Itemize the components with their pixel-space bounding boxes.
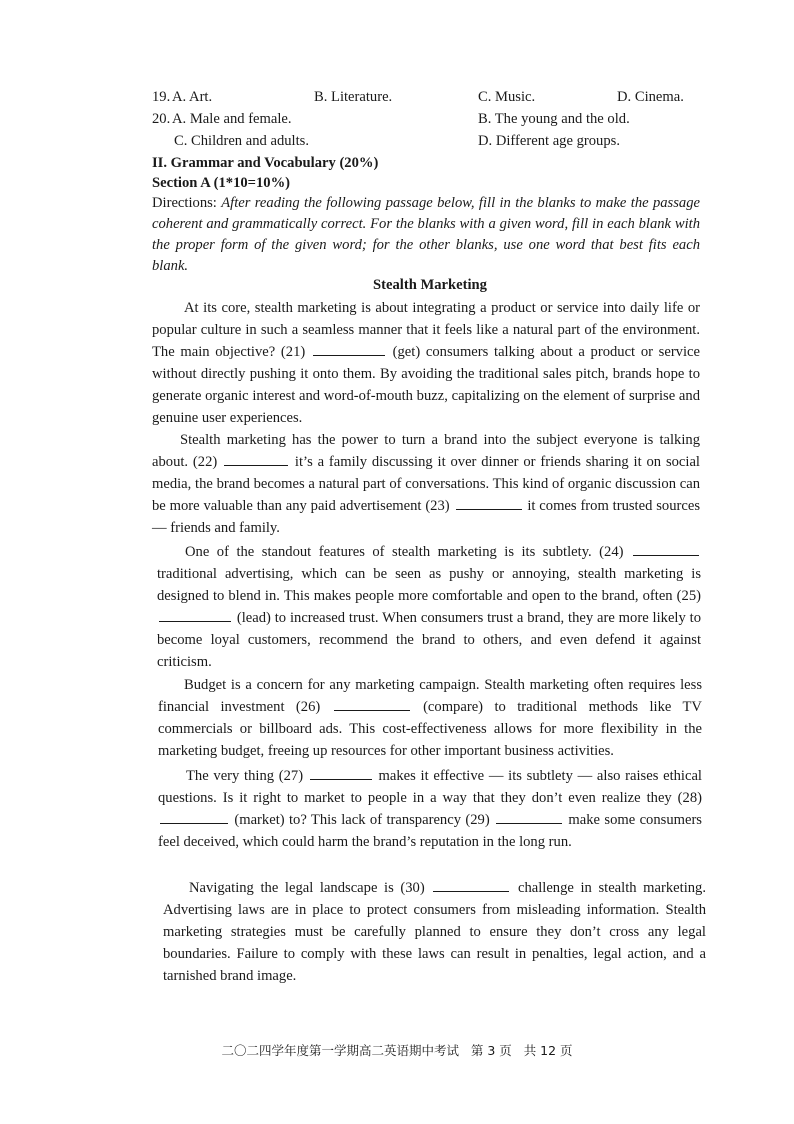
p4-text-2: (compare) to traditional methods like TV commercials or billboard ads. This cost-effectiveness allows for more flexibility in the marketing budget, freeing up resources for other important business activities. — [158, 699, 702, 759]
blank-23[interactable] — [456, 495, 522, 510]
paragraph-2 — [152, 429, 700, 539]
p2-text-3: it comes from trusted sources— friends and family. — [152, 498, 700, 536]
question-20-row-2 — [0, 130, 794, 152]
blank-30[interactable] — [433, 877, 509, 892]
footer-page-number: 第 3 页 — [470, 1043, 512, 1058]
blank-28[interactable] — [160, 809, 228, 824]
blank-22[interactable] — [224, 451, 288, 466]
p3-text-2: traditional advertising, which can be seen as pushy or annoying, stealth marketing is designed to blend in. This makes people more comfortable and open to the brand, often (25) — [157, 566, 701, 604]
p2-text-1: Stealth marketing has the power to turn a brand into the subject everyone is talking about. (22) — [152, 432, 700, 470]
p3-text-1: One of the standout features of stealth marketing is its subtlety. (24) — [185, 544, 631, 560]
footer-total-pages: 共 12 页 — [523, 1043, 573, 1058]
p5-text-2: makes it effective — its subtlety — also raises ethical questions. Is it right to market to people in a way that they don’t even realize they (28) — [158, 768, 702, 806]
blank-25[interactable] — [159, 607, 231, 622]
paragraph-4 — [158, 674, 702, 762]
blank-29[interactable] — [496, 809, 562, 824]
p1-text-2: (get) consumers talking about a product or service without directly pushing it onto them. By avoiding the traditional sales pitch, brands hope to generate organic interest and word-of-mouth buzz, capitalizing on the element of surprise and genuine user experiences. — [152, 344, 700, 426]
blank-27[interactable] — [310, 765, 372, 780]
p1-text-1: At its core, stealth marketing is about integrating a product or service into daily life or popular culture in such a seamless manner that it feels like a natural part of the environment. The main objective? (21) — [152, 300, 700, 360]
blank-26[interactable] — [334, 696, 410, 711]
p5-text-1: The very thing (27) — [186, 768, 308, 784]
paragraph-6 — [163, 877, 706, 987]
question-19 — [0, 86, 794, 108]
q19-option-a: A. Art. — [172, 89, 213, 105]
p2-text-2: it’s a family discussing it over dinner or friends sharing it on social media, the brand becomes a natural part of conversations. This kind of organic discussion can be more valuable than any paid advertisement (23) — [152, 454, 700, 514]
q20-option-c: C. Children and adults. — [174, 133, 309, 149]
q20-number: 20. — [152, 111, 171, 127]
q19-option-b: B. Literature. — [314, 89, 393, 105]
q20-option-a: A. Male and female. — [172, 111, 292, 127]
p5-text-4: make some consumers feel deceived, which could harm the brand’s reputation in the long run. — [158, 812, 702, 850]
paragraph-5 — [158, 765, 702, 853]
page-footer — [0, 1040, 794, 1062]
directions — [152, 193, 700, 277]
p6-text-1: Navigating the legal landscape is (30) — [189, 880, 432, 896]
q19-option-c: C. Music. — [478, 89, 536, 105]
q19-option-d: D. Cinema. — [617, 89, 684, 105]
p5-text-3: (market) to? This lack of transparency (29) — [230, 812, 495, 828]
blank-24[interactable] — [633, 541, 699, 556]
p6-text-2: challenge in stealth marketing. Advertising laws are in place to protect consumers from misleading information. Stealth marketing strategies must be carefully planned to ensure they don’t cross any legal boundaries. Failure to comply with these laws can result in penalties, legal action, and a tarnished brand image. — [163, 880, 706, 984]
paragraph-1 — [152, 297, 700, 429]
q20-option-d: D. Different age groups. — [478, 133, 620, 149]
q19-number: 19. — [152, 89, 171, 105]
section-heading: II. Grammar and Vocabulary (20%) — [152, 155, 379, 171]
question-20-row-1 — [0, 108, 794, 130]
directions-text: After reading the following passage below, fill in the blanks to make the passage coherent and grammatically correct. For the blanks with a given word, fill in each blank with the proper form of the given word; for the other blanks, use one word that best fits each blank. — [152, 195, 700, 274]
q20-option-b: B. The young and the old. — [478, 111, 630, 127]
subsection-heading: Section A (1*10=10%) — [152, 175, 291, 191]
passage-title: Stealth Marketing — [373, 277, 487, 293]
directions-label: Directions: — [152, 195, 217, 211]
blank-21[interactable] — [313, 341, 385, 356]
p4-text-1: Budget is a concern for any marketing campaign. Stealth marketing often requires less financial investment (26) — [158, 677, 702, 715]
p3-text-3: (lead) to increased trust. When consumers trust a brand, they are more likely to become loyal customers, recommend the brand to others, and even defend it against criticism. — [157, 610, 701, 670]
footer-exam-name: 二〇二四学年度第一学期高二英语期中考试 — [221, 1043, 459, 1058]
paragraph-3 — [157, 541, 701, 673]
